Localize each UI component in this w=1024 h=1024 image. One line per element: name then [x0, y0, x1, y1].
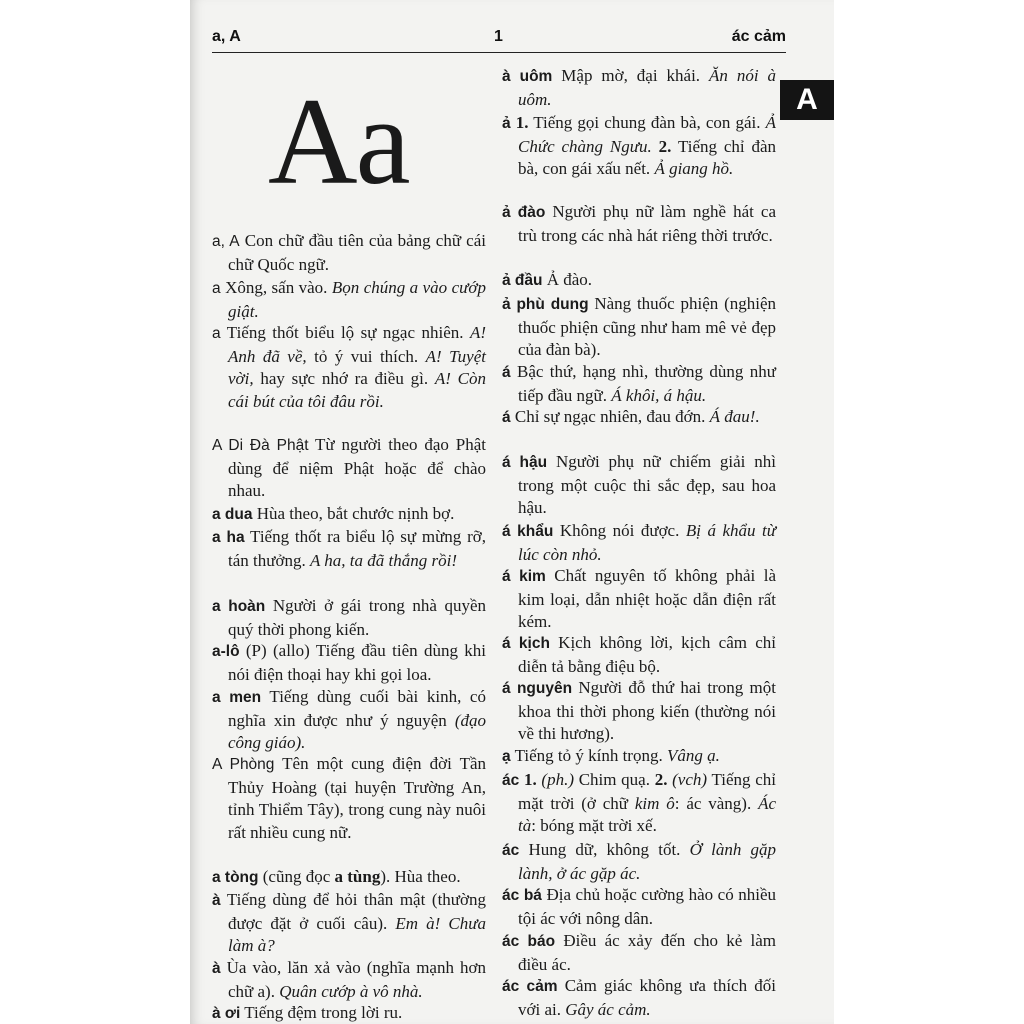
entry — [502, 520, 776, 566]
example: Gây ác cảm. — [565, 999, 651, 1019]
headword: á kịch — [502, 635, 550, 652]
entry — [502, 677, 776, 746]
definition: Mập mờ, đại khái. — [552, 66, 709, 85]
headword: ạ — [502, 748, 511, 765]
entry — [502, 769, 776, 838]
headword: a, A — [212, 233, 240, 250]
definition: Tiếng dùng cuối bài kinh, có nghĩa xin được như ý nguyện — [228, 687, 486, 730]
example: Ác tà — [518, 793, 776, 835]
headword: à uôm — [502, 68, 553, 85]
definition: : bóng mặt trời xế. — [531, 816, 657, 835]
definition: Hùa theo, bắt chước nịnh bợ. — [252, 504, 455, 523]
headword: a ha — [212, 529, 245, 546]
header-left-guide-word: a, A — [212, 28, 241, 45]
definition: Chất nguyên tố không phải là kim loại, dẫn nhiệt hoặc dẫn điện rất kém. — [518, 566, 776, 631]
example: Ở lành gặp lành, ở ác gặp ác. — [518, 840, 776, 883]
headword: a tòng — [212, 869, 259, 886]
header-right-guide-word: ác cảm — [731, 28, 786, 45]
definition: tỏ ý vui thích. — [306, 346, 426, 366]
page-number: 1 — [494, 28, 503, 45]
example: kim ô — [634, 793, 675, 813]
headword: a dua — [212, 506, 253, 523]
example: Quân cướp à vô nhà. — [279, 981, 423, 1001]
definition: Tiếng gọi chung đàn bà, con gái. — [528, 113, 766, 132]
headword: ác báo — [502, 933, 556, 950]
entry — [502, 65, 776, 111]
headword: á hậu — [502, 454, 548, 471]
sense-number: 1. — [510, 113, 529, 132]
entry — [502, 201, 776, 247]
entry — [212, 526, 486, 572]
definition: Ả đào. — [542, 270, 593, 289]
definition: Bậc thứ, hạng nhì, thường dùng như tiếp đầu ngữ. — [510, 362, 776, 405]
header-rule — [212, 52, 786, 53]
entry — [212, 434, 486, 503]
thumb-index-tab: A — [780, 80, 834, 120]
definition: Tiếng thốt biểu lộ sự ngạc nhiên. — [220, 323, 470, 342]
definition: Ùa vào, lăn xả vào (nghĩa mạnh hơn chữ a). — [220, 958, 486, 1001]
headword: ác — [502, 842, 520, 859]
example: Ả giang hồ. — [654, 159, 734, 178]
definition: Điều ác xảy đến cho kẻ làm điều ác. — [518, 931, 777, 974]
entry — [212, 503, 486, 527]
entry — [212, 595, 486, 641]
entry — [502, 884, 776, 930]
entry — [502, 839, 776, 885]
headword: ác bá — [502, 887, 542, 904]
definition: Tiếng dùng để hỏi thân mật (thường được đặt ở cuối câu). — [220, 890, 486, 933]
headword: ả đào — [502, 204, 546, 221]
entry — [502, 930, 776, 976]
definition: Người phụ nữ chiếm giải nhì trong một cuộc thi sắc đẹp, sau hoa hậu. — [518, 452, 777, 517]
usage-label: (vch) — [667, 770, 708, 789]
headword: a — [212, 280, 221, 297]
headword: ác — [502, 772, 520, 789]
example: A! Còn cái bút của tôi đâu rồi. — [228, 369, 486, 411]
running-header — [212, 28, 786, 50]
example: Vâng ạ. — [666, 746, 720, 765]
definition: Con chữ đầu tiên của bảng chữ cái chữ Quốc ngữ. — [228, 231, 486, 274]
entry — [502, 451, 776, 520]
definition: Chim quạ. — [573, 770, 650, 789]
definition: Cảm giác không ưa thích đối với ai. — [518, 976, 776, 1019]
sense-number: 2. — [649, 770, 668, 789]
entry — [212, 753, 486, 844]
headword: à — [212, 960, 221, 977]
example: A! Tuyệt vời, — [228, 346, 486, 388]
example: (đạo công giáo). — [228, 710, 486, 752]
headword: à — [212, 892, 221, 909]
headword: a men — [212, 689, 262, 706]
definition: Tiếng thốt ra biểu lộ sự mừng rỡ, tán thưởng. — [228, 527, 486, 570]
entry — [502, 293, 776, 362]
definition: Tiếng tỏ ý kính trọng. — [510, 746, 667, 765]
entry — [502, 632, 776, 678]
entry — [502, 406, 776, 430]
definition: hay sực nhớ ra điều gì. — [253, 369, 435, 388]
definition: Tên một cung điện đời Tần Thủy Hoàng (tại huyện Trường An, tỉnh Thiểm Tây), trong cung này nuôi rất nhiều cung nữ. — [228, 754, 487, 842]
origin-note: (P) (allo) — [239, 641, 310, 660]
headword: a hoàn — [212, 598, 266, 615]
definition: Tiếng chỉ mặt trời (ở chữ — [518, 770, 776, 813]
headword: A Di Đà Phật — [212, 437, 309, 454]
definition: ). Hùa theo. — [380, 867, 461, 886]
entry — [212, 277, 486, 323]
headword: ả đầu — [502, 272, 543, 289]
headword: á — [502, 364, 511, 381]
definition: Xông, sấn vào. — [220, 278, 332, 297]
headword: A Phòng — [212, 756, 275, 773]
definition: Nàng thuốc phiện (nghiện thuốc phiện cũng như ham mê vẻ đẹp của đàn bà). — [518, 294, 776, 359]
definition: Chỉ sự ngạc nhiên, đau đớn. — [510, 407, 710, 426]
headword: à ơi — [212, 1005, 241, 1022]
definition: Từ người theo đạo Phật dùng để niệm Phật hoặc để chào nhau. — [228, 435, 486, 500]
example: Bọn chúng a vào cướp giật. — [228, 278, 486, 321]
entry — [212, 230, 486, 276]
entry — [502, 361, 776, 407]
example: Ăn nói à uôm. — [518, 66, 776, 109]
headword: ác cảm — [502, 978, 558, 995]
example: Bị á khẩu từ lúc còn nhỏ. — [518, 521, 777, 564]
headword: á kim — [502, 568, 546, 585]
usage-label: (ph.) — [536, 770, 574, 789]
entry — [502, 269, 776, 293]
entry — [212, 889, 486, 958]
definition: Hung dữ, không tốt. — [519, 840, 690, 859]
dictionary-page — [190, 0, 834, 1024]
cross-reference: a tùng — [334, 867, 381, 886]
headword: á khẩu — [502, 523, 554, 540]
definition: Người đỗ thứ hai trong một khoa thi thời phong kiến (thường nói về thi hương). — [518, 678, 776, 743]
entry — [502, 745, 776, 769]
example: A ha, ta đã thắng rồi! — [309, 550, 457, 570]
example: Em à! Chưa làm à? — [228, 913, 487, 955]
example: Ả Chức chàng Ngưu. — [518, 113, 777, 156]
definition: Địa chủ hoặc cường hào có nhiều tội ác với nông dân. — [518, 885, 777, 928]
entry — [212, 322, 486, 413]
headword: ả phù dung — [502, 296, 589, 313]
entry — [502, 565, 776, 634]
example: A! Anh đã về, — [228, 323, 486, 366]
entry — [212, 1002, 486, 1024]
entry — [502, 112, 776, 181]
example: Á khôi, á hậu. — [611, 385, 707, 405]
definition: : ác vàng). — [674, 793, 759, 813]
headword: a-lô — [212, 643, 240, 660]
sense-number: 2. — [651, 136, 672, 156]
definition: (cũng đọc — [258, 867, 335, 886]
definition: Tiếng đầu tiên dùng khi nói điện thoại hay khi gọi loa. — [228, 641, 486, 684]
definition: Người phụ nữ làm nghề hát ca trù trong các nhà hát riêng thời trước. — [518, 202, 776, 245]
definition: Kịch không lời, kịch câm chỉ diễn tả bằng điệu bộ. — [518, 633, 776, 676]
definition: Tiếng chỉ đàn bà, con gái xấu nết. — [518, 136, 777, 178]
headword: ả — [502, 115, 511, 132]
definition: Người ở gái trong nhà quyền quý thời phong kiến. — [228, 596, 487, 639]
bleed-through-top — [190, 0, 834, 24]
entry — [212, 957, 486, 1003]
example: Á đau!. — [709, 407, 760, 426]
definition: Không nói được. — [553, 521, 686, 540]
sense-number: 1. — [519, 770, 537, 789]
headword: a — [212, 325, 221, 342]
definition: Tiếng đệm trong lời ru. — [240, 1003, 403, 1022]
entry — [502, 975, 776, 1021]
headword: á — [502, 409, 511, 426]
section-letter: Aa — [268, 73, 409, 210]
entry — [212, 686, 486, 755]
headword: á nguyên — [502, 680, 573, 697]
entry — [212, 640, 486, 686]
entry — [212, 866, 486, 890]
